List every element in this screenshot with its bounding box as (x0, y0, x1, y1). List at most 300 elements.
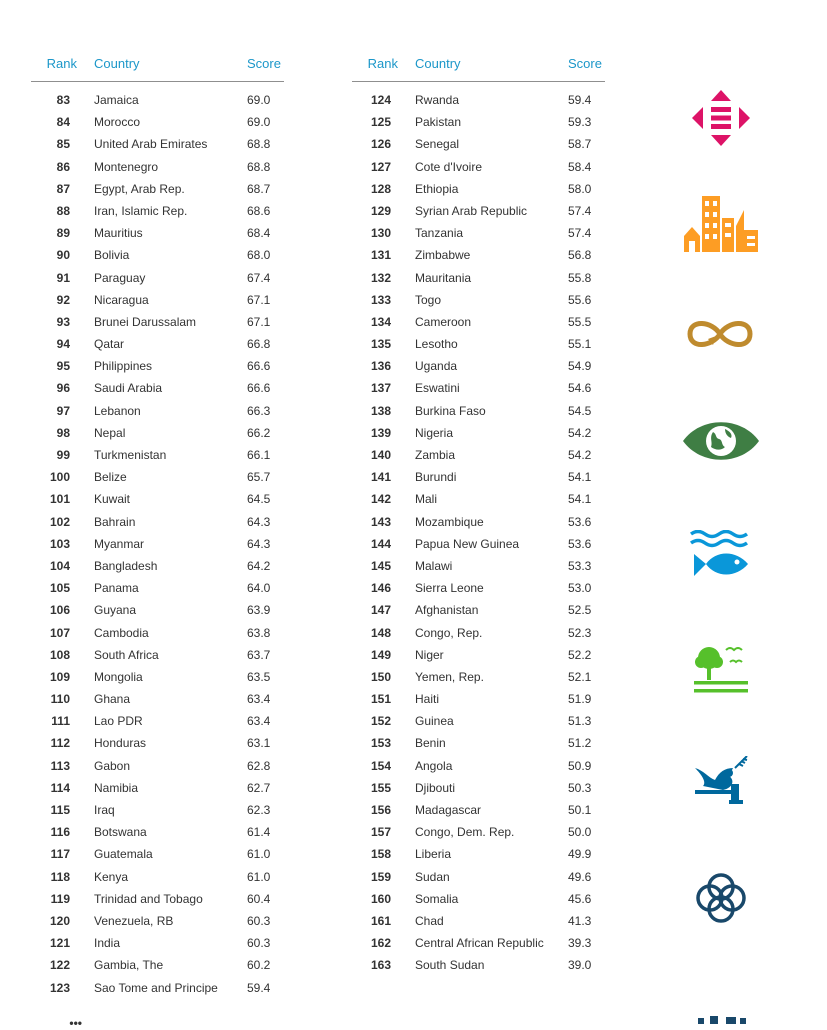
table-row (31, 888, 284, 910)
table-row (352, 666, 605, 688)
rank-cell: 87 (56, 181, 70, 196)
score-cell: 52.3 (568, 625, 592, 640)
score-cell: 63.9 (247, 603, 271, 618)
country-cell: Senegal (415, 137, 460, 152)
score-cell: 62.3 (247, 803, 271, 817)
score-cell: 54.6 (568, 381, 592, 396)
score-cell: 54.5 (568, 403, 592, 418)
rank-cell: 131 (370, 248, 391, 263)
rank-cell: 89 (56, 226, 70, 241)
score-cell: 50.1 (568, 803, 592, 817)
table-row (31, 511, 284, 533)
rank-cell: 125 (370, 115, 391, 130)
country-cell: Guinea (415, 714, 454, 729)
score-header: Score (247, 56, 281, 71)
table-row (31, 444, 284, 466)
score-cell: 58.4 (568, 159, 592, 174)
country-cell: Turkmenistan (94, 448, 167, 462)
table-row (31, 577, 284, 599)
rank-cell: 153 (370, 736, 391, 751)
rank-cell: 143 (370, 514, 391, 529)
rank-cell: 104 (49, 558, 70, 573)
country-cell: Guyana (94, 603, 137, 618)
country-cell: Lesotho (415, 337, 458, 352)
rank-cell: 100 (49, 470, 70, 485)
score-cell: 53.6 (568, 536, 592, 551)
score-cell: 60.2 (247, 958, 271, 973)
table-row (31, 910, 284, 932)
table-row (31, 710, 284, 732)
country-cell: Mauritania (415, 270, 472, 285)
country-cell: Burkina Faso (415, 403, 486, 418)
country-cell: Zimbabwe (415, 248, 471, 263)
table-row (352, 755, 605, 777)
score-cell: 53.3 (568, 558, 592, 573)
table-row (31, 732, 284, 754)
country-cell: Brunei Darussalam (94, 314, 197, 329)
country-cell: Qatar (94, 337, 125, 352)
rank-cell: 122 (49, 958, 70, 973)
score-cell: 55.6 (568, 292, 592, 307)
score-cell: 66.8 (247, 337, 271, 352)
rank-cell: 102 (49, 514, 70, 529)
ranking-table-right (352, 50, 605, 977)
table-row (352, 843, 605, 865)
country-cell: Iran, Islamic Rep. (94, 203, 188, 218)
country-cell: Yemen, Rep. (415, 669, 484, 684)
table-header (31, 50, 284, 82)
country-cell: Panama (94, 581, 139, 596)
country-cell: India (94, 936, 121, 951)
country-cell: Iraq (94, 803, 115, 817)
score-cell: 52.1 (568, 669, 592, 684)
rank-cell: 83 (56, 93, 70, 107)
country-cell: Lao PDR (94, 714, 143, 729)
country-cell: Chad (415, 913, 444, 928)
country-cell: Kuwait (94, 492, 131, 507)
rank-cell: 85 (56, 137, 70, 152)
score-cell: 58.0 (568, 181, 592, 196)
rank-cell: 93 (56, 314, 70, 329)
country-cell: Mozambique (415, 514, 484, 529)
score-cell: 63.4 (247, 692, 271, 707)
table-row (352, 577, 605, 599)
rank-cell: 86 (56, 159, 70, 174)
sustainable-cities-icon (684, 196, 758, 252)
country-cell: Saudi Arabia (94, 381, 163, 396)
rank-cell: 96 (56, 381, 70, 396)
rank-header: Rank (46, 56, 77, 71)
rank-cell: 112 (50, 736, 70, 751)
score-cell: 66.6 (247, 359, 271, 374)
rank-cell: 119 (50, 891, 70, 906)
table-row (352, 377, 605, 399)
rank-cell: 151 (370, 692, 391, 707)
table-row (352, 533, 605, 555)
rank-cell: 118 (50, 869, 70, 884)
country-cell: Cameroon (415, 314, 472, 329)
score-cell: 62.7 (247, 780, 271, 795)
rank-cell: 135 (370, 337, 391, 352)
table-row (352, 444, 605, 466)
cropped-icon (696, 1016, 748, 1024)
rank-cell: 163 (370, 958, 391, 973)
country-cell: Bolivia (94, 248, 130, 263)
score-cell: 61.0 (247, 847, 271, 862)
table-row (31, 954, 284, 976)
country-cell: Ghana (94, 692, 131, 707)
table-row (31, 111, 284, 133)
score-cell: 54.1 (568, 470, 592, 485)
rank-cell: 120 (49, 913, 70, 928)
country-cell: Pakistan (415, 115, 462, 130)
table-row (31, 799, 284, 821)
score-cell: 52.2 (568, 647, 592, 662)
table-row (352, 777, 605, 799)
score-cell: 49.9 (568, 847, 592, 862)
score-cell: 50.9 (568, 758, 592, 773)
rank-cell: 146 (370, 581, 391, 596)
table-row (352, 111, 605, 133)
country-cell: Lebanon (94, 403, 141, 418)
rank-cell: 123 (49, 980, 70, 995)
rank-cell: 147 (370, 603, 391, 618)
life-below-water-icon (690, 530, 750, 582)
country-cell: Central African Republic (415, 936, 544, 951)
score-cell: 54.2 (568, 425, 592, 440)
rank-cell: 105 (49, 581, 70, 596)
rank-cell: 150 (370, 669, 391, 684)
table-row (31, 843, 284, 865)
country-cell: Ethiopia (415, 181, 459, 196)
table-row (352, 244, 605, 266)
country-cell: Benin (415, 736, 446, 751)
rank-cell: 103 (49, 536, 70, 551)
score-cell: 59.4 (247, 980, 271, 995)
country-cell: Gambia, The (94, 958, 164, 973)
score-cell: 62.8 (247, 758, 271, 773)
rank-cell: 142 (370, 492, 391, 507)
rank-cell: 94 (56, 337, 70, 352)
rank-cell: 154 (370, 758, 391, 773)
table-row (31, 311, 284, 333)
table-row (31, 400, 284, 422)
rank-cell: 90 (56, 248, 70, 263)
score-cell: 55.8 (568, 270, 592, 285)
rank-cell: 98 (56, 425, 70, 440)
rank-cell: 128 (370, 181, 391, 196)
score-cell: 56.8 (568, 248, 592, 263)
table-body (31, 89, 284, 999)
score-cell: 49.6 (568, 869, 592, 884)
score-cell: 60.3 (247, 913, 271, 928)
country-cell: Botswana (94, 825, 147, 840)
country-cell: Egypt, Arab Rep. (94, 181, 185, 196)
rank-cell: 138 (370, 403, 391, 418)
table-row (352, 932, 605, 954)
country-cell: Mali (415, 492, 438, 507)
table-row (31, 599, 284, 621)
table-row (31, 178, 284, 200)
score-cell: 64.3 (247, 514, 271, 529)
score-cell: 50.0 (568, 825, 592, 840)
rank-cell: 132 (370, 270, 391, 285)
table-row (352, 488, 605, 510)
table-row (31, 422, 284, 444)
table-row (31, 222, 284, 244)
score-cell: 53.0 (568, 581, 592, 596)
rank-cell: 108 (49, 647, 70, 662)
table-row (31, 377, 284, 399)
table-row (31, 267, 284, 289)
rank-cell: 136 (370, 359, 391, 374)
rank-cell: 106 (49, 603, 70, 618)
country-cell: United Arab Emirates (94, 137, 208, 152)
score-cell: 69.0 (247, 115, 271, 130)
table-row (352, 555, 605, 577)
table-row (352, 888, 605, 910)
country-cell: Venezuela, RB (94, 913, 174, 928)
score-cell: 63.8 (247, 625, 271, 640)
rank-cell: 113 (50, 758, 70, 773)
score-cell: 41.3 (568, 913, 592, 928)
rank-cell: 92 (56, 292, 70, 307)
country-cell: Burundi (415, 470, 457, 485)
rank-header: Rank (367, 56, 398, 71)
table-row (352, 222, 605, 244)
rank-cell: 139 (370, 425, 391, 440)
table-row (352, 466, 605, 488)
table-row (31, 932, 284, 954)
country-cell: Jamaica (94, 93, 139, 107)
score-cell: 60.4 (247, 891, 271, 906)
reduced-inequalities-icon (692, 90, 750, 146)
table-row (31, 688, 284, 710)
score-cell: 50.3 (568, 780, 592, 795)
rank-cell: 155 (370, 780, 391, 795)
score-cell: 54.1 (568, 492, 592, 507)
score-cell: 55.1 (568, 337, 592, 352)
table-row (352, 311, 605, 333)
country-cell: Sao Tome and Principe (94, 980, 218, 995)
rank-cell: 161 (370, 913, 391, 928)
table-row (31, 355, 284, 377)
rank-cell: 148 (370, 625, 391, 640)
score-cell: 57.4 (568, 203, 592, 218)
country-cell: Philippines (94, 359, 153, 374)
table-row (31, 821, 284, 843)
table-row (352, 599, 605, 621)
score-cell: 58.7 (568, 137, 592, 152)
rank-cell: 95 (56, 359, 70, 374)
country-cell: Malawi (415, 558, 453, 573)
rank-cell: 141 (370, 470, 391, 485)
country-cell: Eswatini (415, 381, 460, 396)
rank-cell: 140 (370, 448, 391, 462)
score-cell: 54.9 (568, 359, 592, 374)
country-cell: Namibia (94, 780, 139, 795)
score-cell: 53.6 (568, 514, 592, 529)
country-cell: Liberia (415, 847, 452, 862)
table-row (352, 333, 605, 355)
country-cell: Congo, Dem. Rep. (415, 825, 515, 840)
table-row (352, 267, 605, 289)
table-row (31, 156, 284, 178)
country-cell: Guatemala (94, 847, 153, 862)
country-header: Country (415, 56, 461, 71)
score-cell: 39.0 (568, 958, 592, 973)
table-row (31, 866, 284, 888)
rank-cell: 127 (370, 159, 391, 174)
table-row (31, 133, 284, 155)
rank-cell: 111 (51, 714, 70, 729)
country-cell: Papua New Guinea (415, 536, 520, 551)
table-row (352, 422, 605, 444)
table-header (352, 50, 605, 82)
score-cell: 63.1 (247, 736, 271, 751)
score-cell: 67.1 (247, 314, 271, 329)
table-row (31, 644, 284, 666)
country-cell: Sierra Leone (415, 581, 484, 596)
table-row (352, 799, 605, 821)
table-row (352, 710, 605, 732)
table-row (31, 200, 284, 222)
table-row (352, 400, 605, 422)
country-cell: Bahrain (94, 514, 136, 529)
table-row (31, 777, 284, 799)
cropped-repeat-row: ••• (69, 1016, 82, 1030)
score-cell: 45.6 (568, 891, 592, 906)
rank-cell: 121 (49, 936, 70, 951)
rank-cell: 159 (370, 869, 391, 884)
table-row (31, 244, 284, 266)
country-cell: Honduras (94, 736, 147, 751)
score-cell: 59.4 (568, 93, 592, 107)
rank-cell: 130 (370, 226, 391, 241)
country-cell: Nicaragua (94, 292, 149, 307)
responsible-consumption-icon (686, 315, 754, 353)
country-cell: Madagascar (415, 803, 482, 817)
rank-cell: 156 (370, 803, 391, 817)
table-row (352, 821, 605, 843)
score-cell: 63.4 (247, 714, 271, 729)
rank-cell: 126 (370, 137, 391, 152)
score-cell: 61.4 (247, 825, 271, 840)
country-cell: Congo, Rep. (415, 625, 483, 640)
score-cell: 63.7 (247, 647, 271, 662)
table-row (352, 511, 605, 533)
score-cell: 68.7 (247, 181, 271, 196)
country-cell: Zambia (415, 448, 456, 462)
table-row (352, 622, 605, 644)
score-cell: 66.6 (247, 381, 271, 396)
score-cell: 63.5 (247, 669, 271, 684)
country-cell: Uganda (415, 359, 458, 374)
table-row (31, 755, 284, 777)
score-cell: 66.2 (247, 425, 271, 440)
country-cell: Kenya (94, 869, 129, 884)
country-cell: Somalia (415, 891, 459, 906)
table-row (352, 644, 605, 666)
country-cell: Haiti (415, 692, 440, 707)
rank-cell: 116 (50, 825, 70, 840)
country-cell: Sudan (415, 869, 450, 884)
table-row (31, 89, 284, 111)
rank-cell: 99 (56, 448, 70, 462)
country-cell: Morocco (94, 115, 141, 130)
score-cell: 60.3 (247, 936, 271, 951)
country-cell: South Sudan (415, 958, 485, 973)
rank-cell: 152 (370, 714, 391, 729)
table-row (352, 289, 605, 311)
score-cell: 64.0 (247, 581, 271, 596)
country-header: Country (94, 56, 140, 71)
score-cell: 51.2 (568, 736, 592, 751)
country-cell: Nigeria (415, 425, 454, 440)
table-row (352, 156, 605, 178)
score-cell: 39.3 (568, 936, 592, 951)
rank-cell: 88 (56, 203, 70, 218)
table-row (31, 466, 284, 488)
score-cell: 69.0 (247, 93, 271, 107)
table-row (352, 178, 605, 200)
score-cell: 66.3 (247, 403, 271, 418)
country-cell: Myanmar (94, 536, 145, 551)
score-cell: 51.3 (568, 714, 592, 729)
score-cell: 68.6 (247, 203, 271, 218)
score-cell: 61.0 (247, 869, 271, 884)
rank-cell: 162 (370, 936, 391, 951)
country-cell: Mauritius (94, 226, 143, 241)
rank-cell: 149 (370, 647, 391, 662)
country-cell: Mongolia (94, 669, 143, 684)
rank-cell: 157 (370, 825, 391, 840)
partnerships-icon (693, 870, 749, 926)
score-cell: 68.8 (247, 159, 271, 174)
rank-cell: 117 (50, 847, 70, 862)
country-cell: Paraguay (94, 270, 146, 285)
country-cell: Cote d'Ivoire (415, 159, 482, 174)
country-cell: Tanzania (415, 226, 464, 241)
rank-cell: 137 (370, 381, 391, 396)
rank-cell: 109 (49, 669, 70, 684)
table-row (31, 533, 284, 555)
score-cell: 54.2 (568, 448, 592, 462)
table-row (31, 977, 284, 999)
score-cell: 52.5 (568, 603, 592, 618)
table-body (352, 89, 605, 977)
country-cell: Bangladesh (94, 558, 158, 573)
rank-cell: 97 (56, 403, 70, 418)
score-cell: 68.8 (247, 137, 271, 152)
rank-cell: 114 (50, 780, 70, 795)
rank-cell: 144 (370, 536, 391, 551)
score-cell: 68.4 (247, 226, 271, 241)
country-cell: Togo (415, 292, 442, 307)
country-cell: Montenegro (94, 159, 159, 174)
score-cell: 67.4 (247, 270, 271, 285)
score-cell: 66.1 (247, 448, 271, 462)
rank-cell: 158 (370, 847, 391, 862)
country-cell: Rwanda (415, 93, 460, 107)
rank-cell: 115 (50, 803, 70, 817)
score-cell: 57.4 (568, 226, 592, 241)
table-row (352, 200, 605, 222)
rank-cell: 160 (370, 891, 391, 906)
score-cell: 51.9 (568, 692, 592, 707)
table-row (352, 732, 605, 754)
table-row (31, 622, 284, 644)
